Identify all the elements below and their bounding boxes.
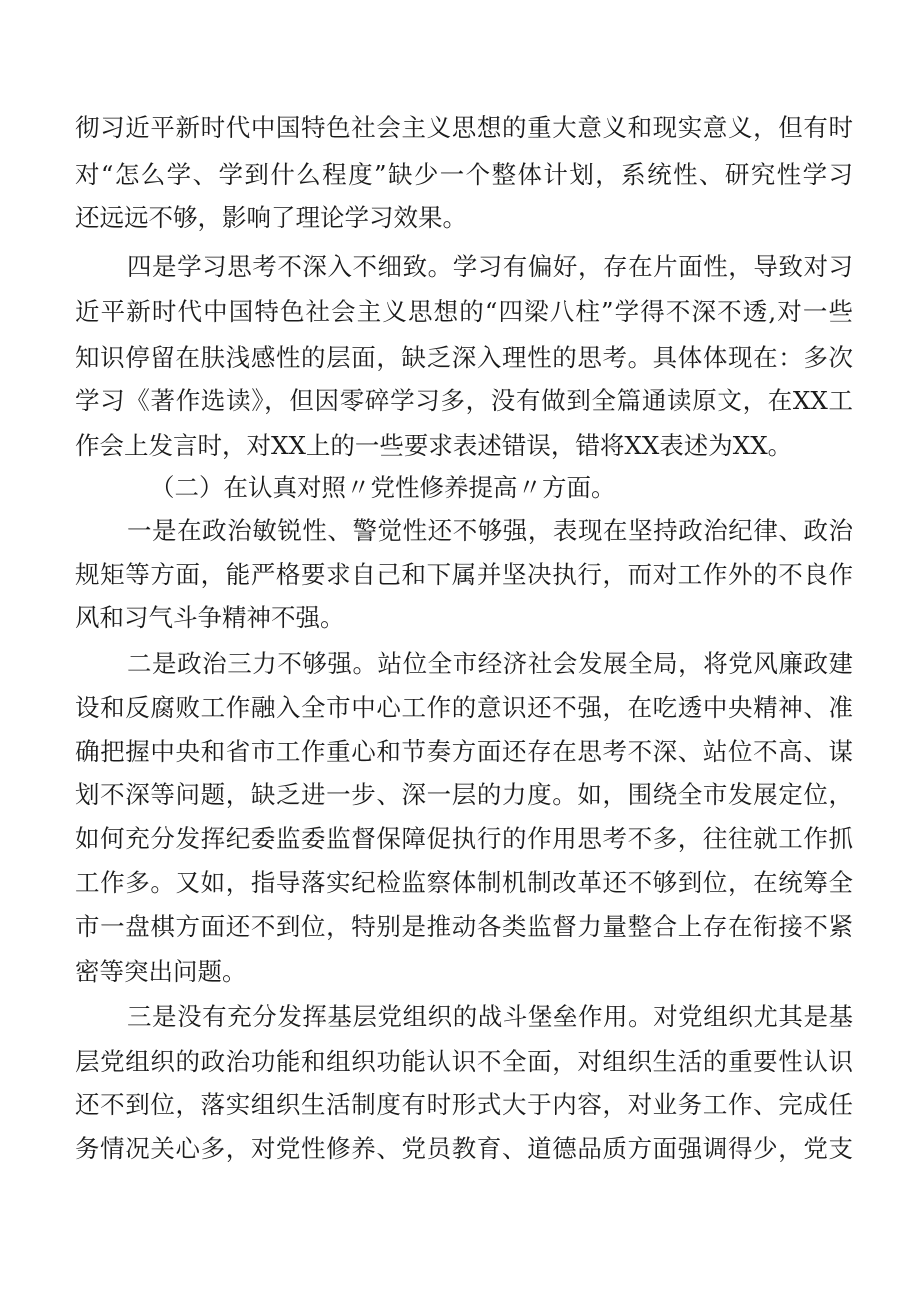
text-line: 作会上发言时，对XX上的一些要求表述错误，错将XX表述为XX。 [75,431,793,460]
text-line: 四是学习思考不深入不细致。学习有偏好，存在片面性，导致对习 [127,252,853,281]
text-line: 规矩等方面，能严格要求自己和下属并坚决执行，而对工作外的不良作 [75,560,853,589]
text-line: 三是没有充分发挥基层党组织的战斗堡垒作用。对党组织尤其是基 [127,1002,853,1031]
text-line: 设和反腐败工作融入全市中心工作的意识还不强，在吃透中央精神、准 [75,693,853,722]
section-heading: （二）在认真对照〃党性修养提高〃方面。 [150,473,616,502]
text-line: 如何充分发挥纪委监委监督保障促执行的作用思考不多，往往就工作抓 [75,824,853,853]
text-line: 密等突出问题。 [75,957,247,986]
text-line: 层党组织的政治功能和组织功能认识不全面，对组织生活的重要性认识 [75,1047,853,1076]
text-line: 彻习近平新时代中国特色社会主义思想的重大意义和现实意义，但有时 [75,113,853,142]
text-line: 划不深等问题，缺乏进一步、深一层的力度。如，围绕全市发展定位， [75,780,853,809]
text-line: 还不到位，落实组织生活制度有时形式大于内容，对业务工作、完成任 [75,1090,853,1119]
text-line: 工作多。又如，指导落实纪检监察体制机制改革还不够到位，在统筹全 [75,868,853,897]
text-line: 风和习气斗争精神不强。 [75,603,345,632]
text-line: 还远远不够，影响了理论学习效果。 [75,203,467,232]
text-line: 一是在政治敏锐性、警觉性还不够强，表现在坚持政治纪律、政治 [127,516,853,545]
text-line: 二是政治三力不够强。站位全市经济社会发展全局，将党风廉政建 [127,649,853,678]
text-line: 对“怎么学、学到什么程度”缺少一个整体计划，系统性、研究性学习 [75,160,853,189]
text-line: 确把握中央和省市工作重心和节奏方面还存在思考不深、站位不高、谋 [75,737,853,766]
text-line: 务情况关心多，对党性修养、党员教育、道德品质方面强调得少，党支 [75,1134,853,1163]
text-line: 近平新时代中国特色社会主义思想的“四梁八柱”学得不深不透,对一些 [75,297,853,326]
text-line: 知识停留在肤浅感性的层面，缺乏深入理性的思考。具体体现在：多次 [75,343,853,372]
text-line: 市一盘棋方面还不到位，特别是推动各类监督力量整合上存在衔接不紧 [75,912,853,941]
text-line: 学习《著作选读》，但因零碎学习多，没有做到全篇通读原文，在XX工 [75,386,853,415]
